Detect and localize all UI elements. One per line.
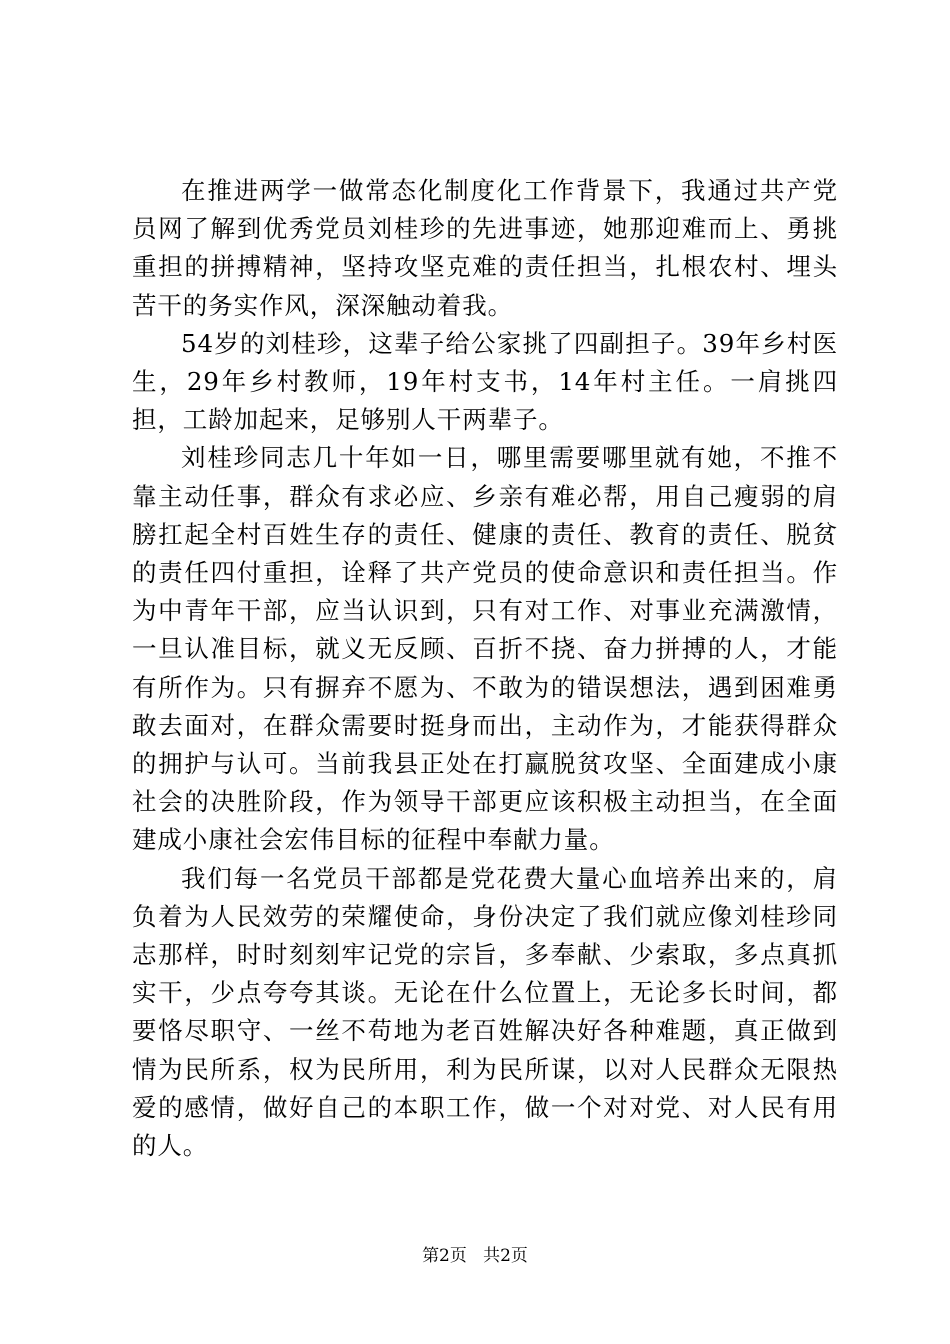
page-footer [0, 1245, 950, 1267]
document-body [132, 172, 838, 1165]
page-total: 共2页 [483, 1246, 528, 1266]
paragraph-1: 在推进两学一做常态化制度化工作背景下，我通过共产党员网了解到优秀党员刘桂珍的先进事迹，她那迎难而上、勇挑重担的拼搏精神，坚持攻坚克难的责任担当，扎根农村、埋头苦干的务实作风，深深触动着我。 [132, 176, 838, 320]
paragraph-2: 54岁的刘桂珍，这辈子给公家挑了四副担子。39年乡村医生，29年乡村教师，19年村支书，14年村主任。一肩挑四担，工龄加起来，足够别人干两辈子。 [132, 328, 838, 435]
page-number: 第2页 [422, 1246, 467, 1266]
paragraph-4: 我们每一名党员干部都是党花费大量心血培养出来的，肩负着为人民效劳的荣耀使命，身份决定了我们就应像刘桂珍同志那样，时时刻刻牢记党的宗旨，多奉献、少索取，多点真抓实干，少点夸夸其谈。无论在什么位置上，无论多长时间，都要恪尽职守、一丝不苟地为老百姓解决好各种难题，真正做到情为民所系，权为民所用，利为民所谋，以对人民群众无限热爱的感情，做好自己的本职工作，做一个对对党、对人民有用的人。 [132, 863, 838, 1161]
page-separator [472, 1246, 477, 1266]
paragraph-3: 刘桂珍同志几十年如一日，哪里需要哪里就有她，不推不靠主动任事，群众有求必应、乡亲有难必帮，用自己瘦弱的肩膀扛起全村百姓生存的责任、健康的责任、教育的责任、脱贫的责任四付重担，诠释了共产党员的使命意识和责任担当。作为中青年干部，应当认识到，只有对工作、对事业充满激情，一旦认准目标，就义无反顾、百折不挠、奋力拼搏的人，才能有所作为。只有摒弃不愿为、不敢为的错误想法，遇到困难勇敢去面对，在群众需要时挺身而出，主动作为，才能获得群众的拥护与认可。当前我县正处在打赢脱贫攻坚、全面建成小康社会的决胜阶段，作为领导干部更应该积极主动担当，在全面建成小康社会宏伟目标的征程中奉献力量。 [132, 443, 838, 855]
